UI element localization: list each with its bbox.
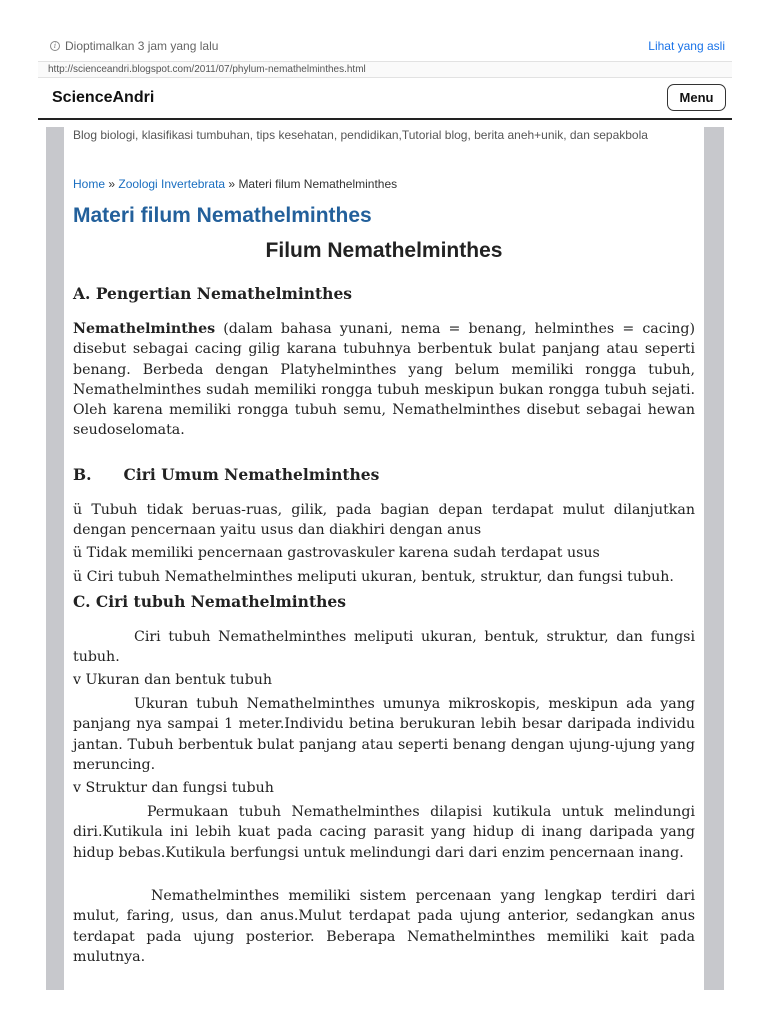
section-b-title — [73, 465, 379, 484]
section-c-sub1-body: Ukuran tubuh Nemathelminthes umunya mikroskopis, meskipun ada yang panjang nya sampai 1 meter.Individu betina berukuran lebih besar daripada individu jantan. Tubuh berbentuk bulat panjang atau seperti benang dengan ujung-ujung yang meruncing. — [73, 696, 695, 773]
section-b-letter: B. — [73, 465, 92, 484]
view-original-link[interactable]: Lihat yang asli — [648, 39, 725, 53]
breadcrumb-category-link[interactable]: Zoologi Invertebrata — [118, 177, 226, 191]
left-sidebar-strip — [46, 127, 64, 990]
list-item: ü Tidak memiliki pencernaan gastrovaskuler karena sudah terdapat usus — [73, 545, 600, 561]
breadcrumb-separator: » — [225, 177, 239, 191]
right-sidebar-strip — [704, 127, 724, 990]
section-a-term: Nemathelminthes — [73, 321, 216, 337]
section-a-body — [73, 319, 695, 441]
breadcrumb-separator: » — [105, 177, 119, 191]
section-c-title: C. Ciri tubuh Nemathelminthes — [73, 592, 346, 611]
section-c-sub2-title: v Struktur dan fungsi tubuh — [73, 780, 274, 796]
section-a-title: A. Pengertian Nemathelminthes — [73, 284, 353, 303]
site-header — [38, 78, 732, 120]
post-heading: Filum Nemathelminthes — [265, 239, 503, 262]
section-b-title-text: Ciri Umum Nemathelminthes — [123, 465, 380, 484]
info-icon: i — [50, 41, 60, 51]
breadcrumb — [73, 177, 397, 191]
section-c-intro: Ciri tubuh Nemathelminthes meliputi ukuran, bentuk, struktur, dan fungsi tubuh. — [73, 629, 695, 666]
list-item: ü Ciri tubuh Nemathelminthes meliputi ukuran, bentuk, struktur, dan fungsi tubuh. — [73, 569, 674, 585]
optimized-note — [50, 39, 218, 53]
page-url: http://scienceandri.blogspot.com/2011/07/phylum-nemathelminthes.html — [48, 64, 366, 75]
blog-tagline: Blog biologi, klasifikasi tumbuhan, tips kesehatan, pendidikan,Tutorial blog, berita aneh+unik, dan sepakbola — [73, 128, 648, 142]
list-item: ü Tubuh tidak beruas-ruas, gilik, pada bagian depan terdapat mulut dilanjutkan dengan pencernaan yaitu usus dan diakhiri dengan anus — [73, 502, 695, 539]
site-title[interactable]: ScienceAndri — [52, 89, 155, 106]
breadcrumb-home-link[interactable]: Home — [73, 177, 106, 191]
url-bar — [38, 61, 732, 78]
section-c-sub2-body-1: Permukaan tubuh Nemathelminthes dilapisi kutikula untuk melindungi diri.Kutikula ini lebih kuat pada cacing parasit yang hidup di inang daripada yang hidup bebas.Kutikula berfungsi untuk melindungi dari dari enzim pencernaan inang. — [73, 804, 695, 861]
optimized-note-text: Dioptimalkan 3 jam yang lalu — [65, 39, 219, 53]
section-a-text: (dalam bahasa yunani, nema = benang, helminthes = cacing) disebut sebagai cacing gilig karana tubuhnya berbentuk bulat panjang atau seperti benang. Berbeda dengan Platyhelminthes yang belum memiliki rongga tubuh, Nemathelminthes sudah memiliki rongga tubuh meskipun bukan rongga tubuh sejati. Oleh karena memiliki rongga tubuh semu, Nemathelminthes disebut sebagai hewan seudoselomata. — [73, 321, 695, 439]
section-c-sub2-body-2: Nemathelminthes memiliki sistem percenaan yang lengkap terdiri dari mulut, faring, usus, dan anus.Mulut terdapat pada ujung anterior, sedangkan anus terdapat pada ujung posterior. Beberapa Nemathelminthes memiliki kait pada mulutnya. — [73, 888, 695, 965]
section-c-sub1-title: v Ukuran dan bentuk tubuh — [73, 672, 273, 688]
menu-button[interactable]: Menu — [667, 84, 726, 111]
breadcrumb-current: Materi filum Nemathelminthes — [238, 177, 398, 191]
post-title: Materi filum Nemathelminthes — [73, 204, 372, 227]
amp-top-bar — [0, 0, 768, 60]
